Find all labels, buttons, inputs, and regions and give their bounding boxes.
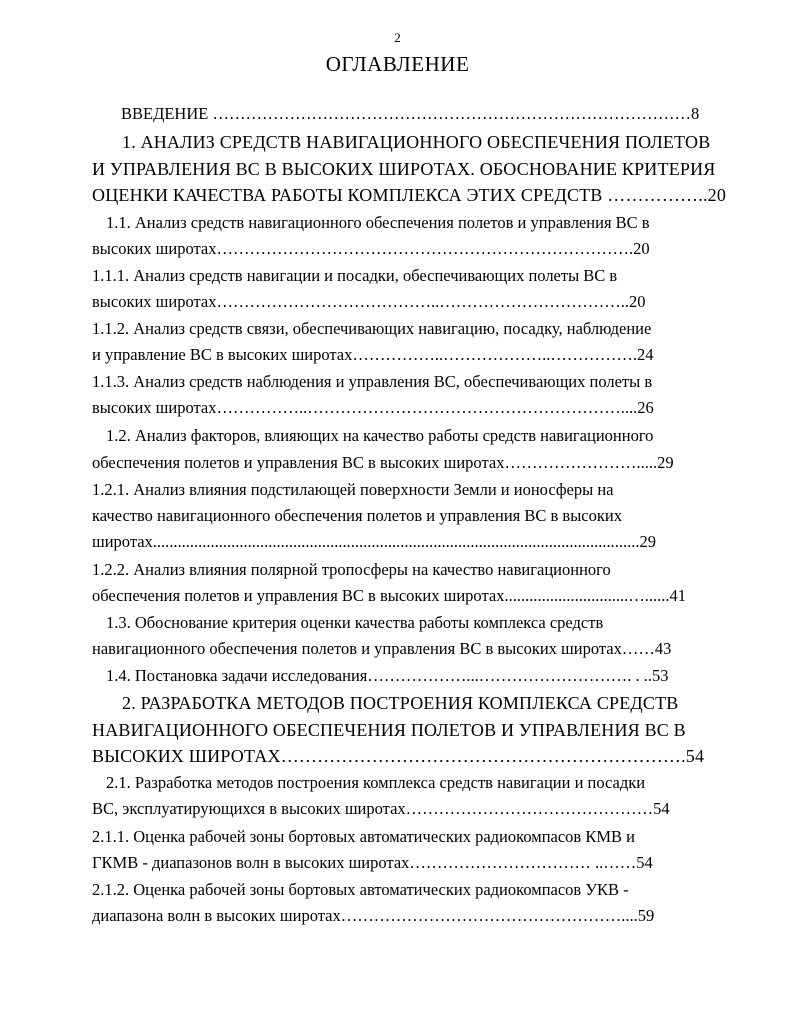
toc-line: 1.2.1. Анализ влияния подстилающей поверхности Земли и ионосферы на	[92, 480, 614, 499]
toc-line: навигационного обеспечения полетов и управления ВС в высоких широтах……43	[92, 639, 672, 658]
toc-line: 2. РАЗРАБОТКА МЕТОДОВ ПОСТРОЕНИЯ КОМПЛЕКСА СРЕДСТВ	[122, 693, 679, 713]
toc-line: ВС, эксплуатирующихся в высоких широтах………………………………………54	[92, 799, 670, 818]
toc-line: качество навигационного обеспечения полетов и управления ВС в высоких	[92, 506, 622, 525]
toc-line: 1.1.1. Анализ средств навигации и посадки, обеспечивающих полеты ВС в	[92, 266, 618, 285]
toc-line: 1. АНАЛИЗ СРЕДСТВ НАВИГАЦИОННОГО ОБЕСПЕЧЕНИЯ ПОЛЕТОВ	[122, 132, 711, 152]
toc-line: 1.3. Обоснование критерия оценки качества работы комплекса средств	[106, 613, 604, 632]
toc-line: 1.1. Анализ средств навигационного обеспечения полетов и управления ВС в	[106, 213, 650, 232]
toc-line: 1.1.3. Анализ средств наблюдения и управления ВС, обеспечивающих полеты в	[92, 372, 653, 391]
page-title: ОГЛАВЛЕНИЕ	[325, 52, 470, 76]
toc-line: 2.1.1. Оценка рабочей зоны бортовых автоматических радиокомпасов КМВ и	[92, 827, 635, 846]
page-number: 2	[394, 30, 401, 45]
toc-line: НАВИГАЦИОННОГО ОБЕСПЕЧЕНИЯ ПОЛЕТОВ И УПРАВЛЕНИЯ ВС В	[92, 720, 686, 740]
toc-line: 1.2.2. Анализ влияния полярной тропосферы на качество навигационного	[92, 560, 611, 579]
toc-line: 2.1.2. Оценка рабочей зоны бортовых автоматических радиокомпасов УКВ -	[92, 880, 629, 899]
toc-line: высоких широтах…………………………………..……………………………..20	[92, 292, 646, 311]
toc-line: ВВЕДЕНИЕ ……………………………………………………………………………8	[121, 104, 700, 123]
toc-line: 1.2. Анализ факторов, влияющих на качество работы средств навигационного	[106, 426, 654, 445]
toc-line: ОЦЕНКИ КАЧЕСТВА РАБОТЫ КОМПЛЕКСА ЭТИХ СРЕДСТВ ……………..20	[92, 185, 727, 205]
toc-line: высоких широтах……………..…………………………………………………....26	[92, 398, 654, 417]
toc-line: обеспечения полетов и управления ВС в высоких широтах…………………….....29	[92, 453, 674, 472]
toc-line: 1.1.2. Анализ средств связи, обеспечивающих навигацию, посадку, наблюдение	[92, 319, 652, 338]
toc-line: обеспечения полетов и управления ВС в высоких широтах..............................…......41	[92, 586, 686, 605]
toc-line: И УПРАВЛЕНИЯ ВС В ВЫСОКИХ ШИРОТАХ. ОБОСНОВАНИЕ КРИТЕРИЯ	[92, 159, 716, 179]
toc-line: диапазона волн в высоких широтах……………………………………………....59	[92, 906, 655, 925]
toc-line: ВЫСОКИХ ШИРОТАХ………………………………………………………….54	[92, 746, 705, 766]
toc-line: 1.4. Постановка задачи исследования………………...………………………. . ..53	[106, 666, 669, 685]
toc-line: широтах......................................................................................................................29	[92, 532, 657, 551]
toc-line: ГКМВ - диапазонов волн в высоких широтах…………………………… ..……54	[92, 853, 653, 872]
toc-line: и управление ВС в высоких широтах……………..………………..…………….24	[92, 345, 654, 364]
toc-line: 2.1. Разработка методов построения комплекса средств навигации и посадки	[106, 773, 646, 792]
toc-line: высоких широтах………………………………………………………………….20	[92, 239, 650, 258]
